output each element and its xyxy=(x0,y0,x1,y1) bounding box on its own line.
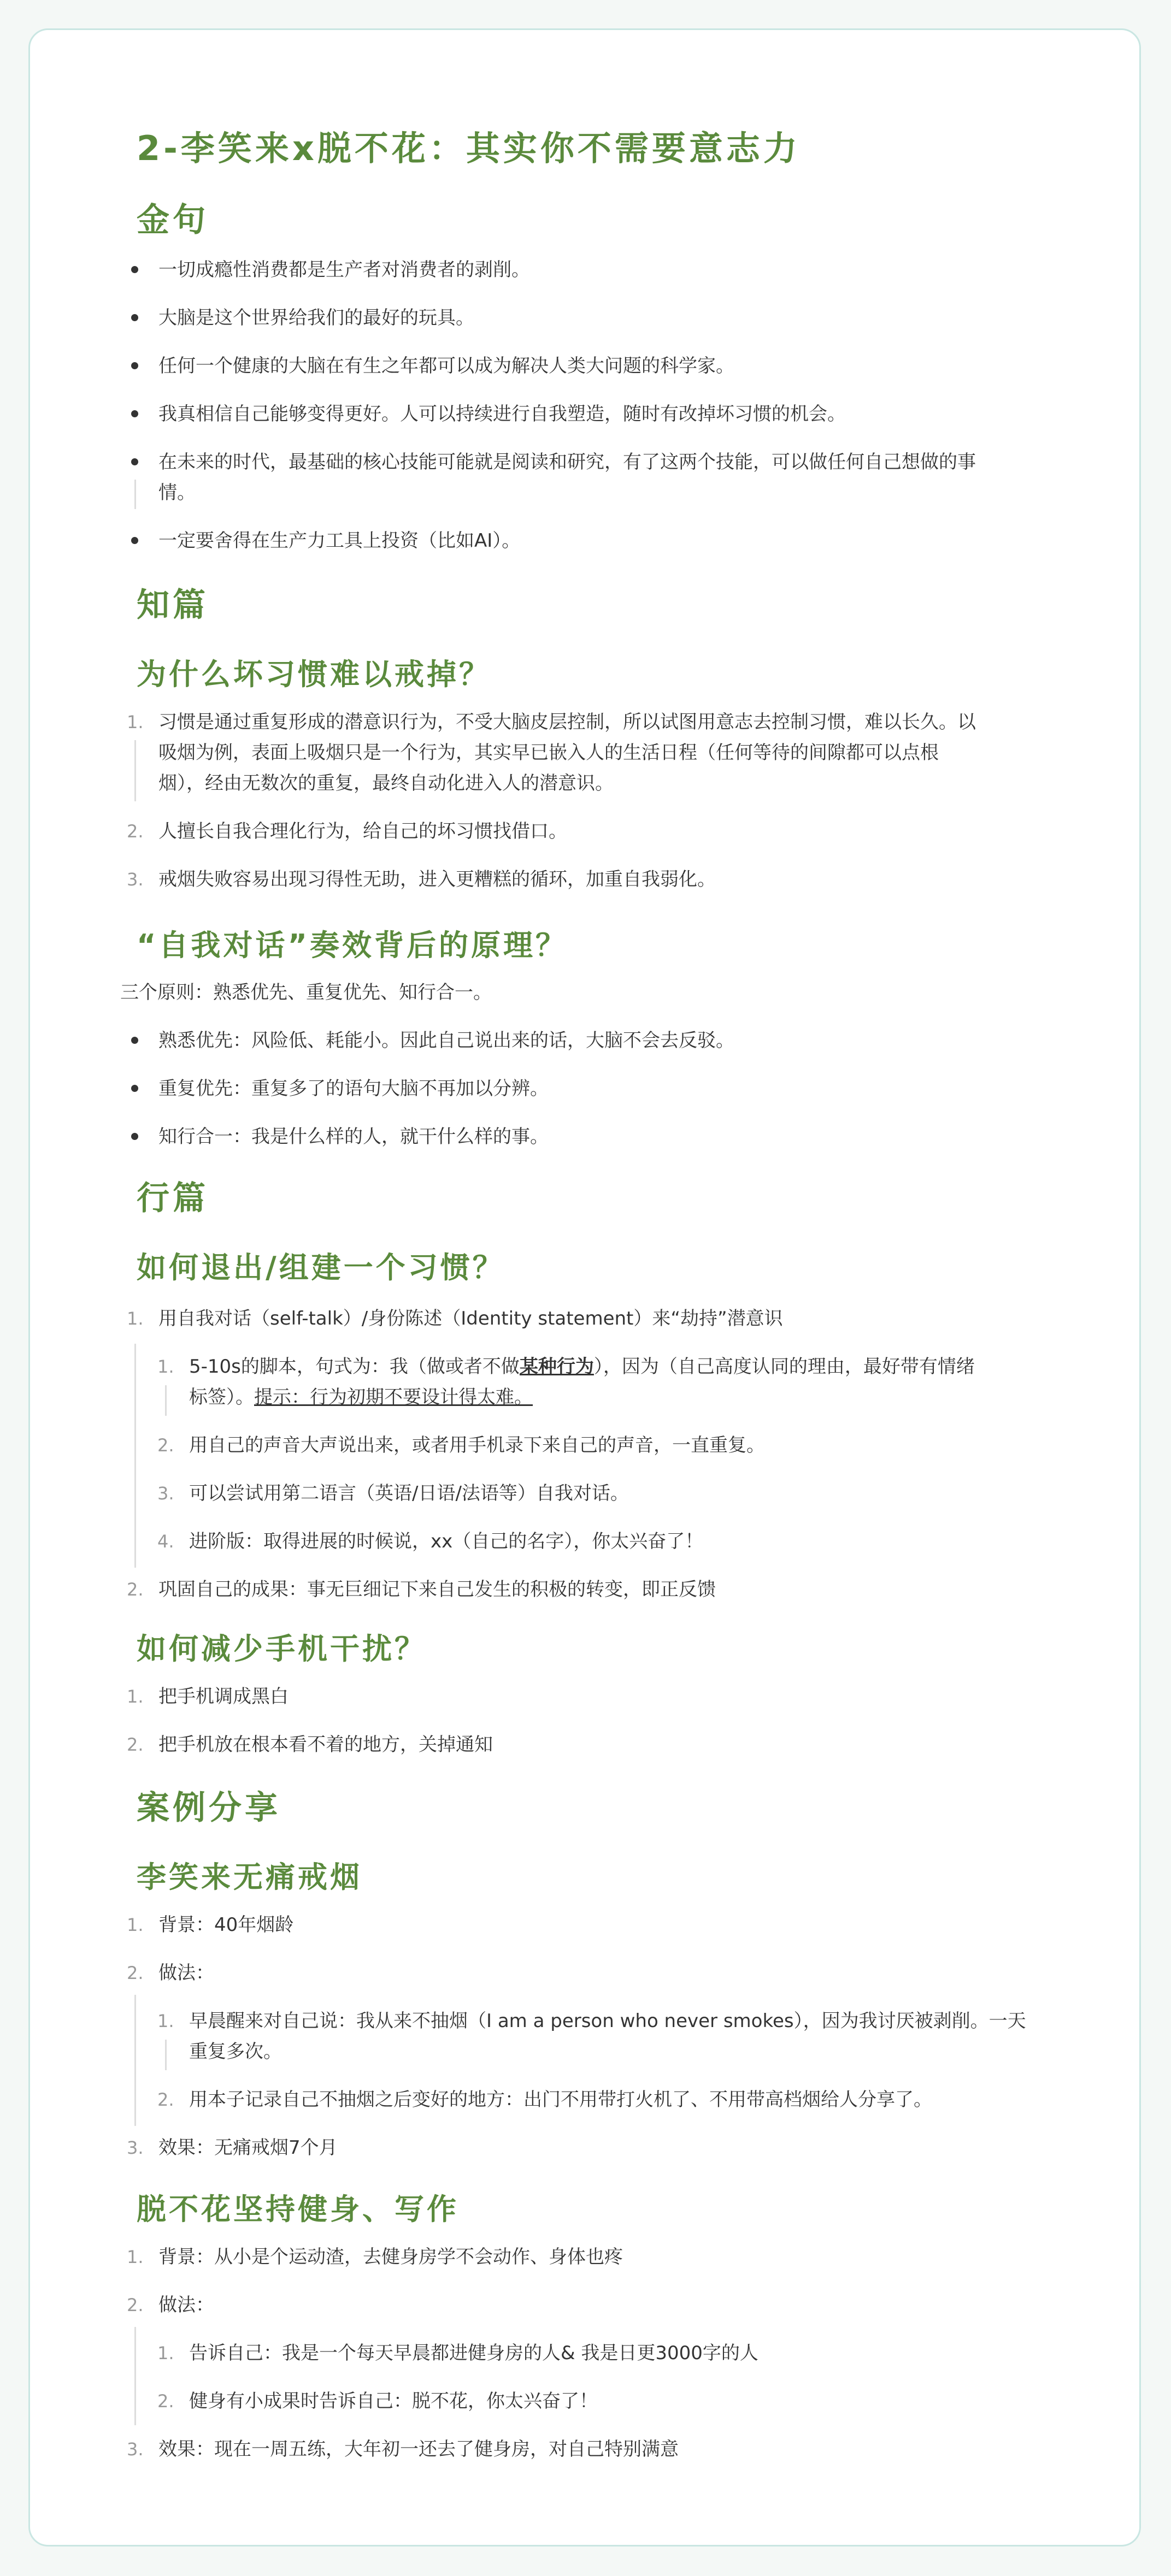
list-item: 任何一个健康的大脑在有生之年都可以成为解决人类大问题的科学家。 xyxy=(158,355,734,377)
list-number: 1. xyxy=(127,1308,144,1329)
list-item: 做法： xyxy=(158,1962,214,1984)
list-number: 2. xyxy=(127,1734,144,1755)
list-number: 2. xyxy=(127,1579,144,1600)
paragraph: 三个原则：熟悉优先、重复优先、知行合一。 xyxy=(120,982,492,1003)
list-item: 用自我对话（self-talk）/身份陈述（Identity statement）来“劫持”潜意识 xyxy=(158,1308,783,1330)
list-item: 重复优先：重复多了的语句大脑不再加以分辨。 xyxy=(158,1078,549,1100)
subsection-heading-why: 为什么坏习惯难以戒掉？ xyxy=(137,657,491,692)
list-item: 效果：无痛戒烟7个月 xyxy=(158,2137,338,2159)
section-heading-cases: 案例分享 xyxy=(137,1789,281,1827)
subsection-heading-selftalk: “自我对话”奏效背后的原理？ xyxy=(137,928,568,962)
list-item: 用本子记录自己不抽烟之后变好的地方：出门不用带打火机了、不用带高档烟给人分享了。 xyxy=(189,2089,932,2111)
list-number: 3. xyxy=(157,1483,174,1504)
subsection-heading-phone: 如何减少手机干扰？ xyxy=(137,1632,427,1666)
list-item-continuation: 标签）。提示：行为初期不要设计得太难。 xyxy=(189,1386,533,1408)
subsection-heading-habit: 如何退出/组建一个习惯？ xyxy=(137,1250,505,1285)
section-heading-zhi: 知篇 xyxy=(137,586,209,624)
section-heading-xing: 行篇 xyxy=(137,1179,209,1218)
list-number: 2. xyxy=(157,2391,174,2412)
list-number: 1. xyxy=(157,2343,174,2364)
list-item: 5-10s的脚本，句式为：我（做或者不做某种行为），因为（自己高度认同的理由，最好带有情绪 xyxy=(189,1356,975,1378)
section-heading-jinju: 金句 xyxy=(137,201,209,239)
bullet xyxy=(131,1037,138,1044)
list-number: 2. xyxy=(157,2089,174,2110)
list-item: 早晨醒来对自己说：我从来不抽烟（I am a person who never smokes），因为我讨厌被剥削。一天 xyxy=(189,2010,1026,2032)
list-number: 1. xyxy=(127,1686,144,1707)
wrap-indicator xyxy=(165,2040,167,2070)
bullet xyxy=(131,410,138,417)
list-item: 巩固自己的成果：事无巨细记下来自己发生的积极的转变，即正反馈 xyxy=(158,1579,716,1600)
bold-term: 某种行为 xyxy=(519,1356,594,1378)
list-item-continuation: 重复多次。 xyxy=(189,2041,282,2063)
list-number: 3. xyxy=(127,2137,144,2158)
bullet xyxy=(131,314,138,321)
list-item: 背景：从小是个运动渣，去健身房学不会动作、身体也疼 xyxy=(158,2246,623,2268)
bullet xyxy=(131,266,138,273)
list-item: 在未来的时代，最基础的核心技能可能就是阅读和研究，有了这两个技能，可以做任何自己想做的事 xyxy=(158,451,976,473)
hint-text: 提示：行为初期不要设计得太难。 xyxy=(254,1386,533,1408)
page-title: 2-李笑来x脱不花：其实你不需要意志力 xyxy=(137,128,801,168)
list-number: 2. xyxy=(157,1435,174,1456)
list-item: 把手机调成黑白 xyxy=(158,1686,289,1708)
list-number: 3. xyxy=(127,869,144,890)
list-item-continuation: 情。 xyxy=(158,482,196,504)
list-number: 3. xyxy=(127,2439,144,2460)
wrap-indicator xyxy=(165,1385,167,1416)
list-item: 进阶版：取得进展的时候说，xx（自己的名字），你太兴奋了！ xyxy=(189,1531,704,1552)
list-item: 大脑是这个世界给我们的最好的玩具。 xyxy=(158,307,474,329)
list-number: 1. xyxy=(127,1915,144,1935)
nested-list-indicator xyxy=(134,2327,136,2425)
bullet xyxy=(131,362,138,369)
wrap-indicator xyxy=(134,480,136,509)
list-number: 1. xyxy=(157,2011,174,2031)
list-number: 2. xyxy=(127,2295,144,2315)
list-item-continuation: 烟），经由无数次的重复，最终自动化进入人的潜意识。 xyxy=(158,772,614,794)
list-item-continuation: 吸烟为例，表面上吸烟只是一个行为，其实早已嵌入人的生活日程（任何等待的间隙都可以点根 xyxy=(158,742,939,764)
bullet xyxy=(131,458,138,465)
list-item: 告诉自己：我是一个每天早晨都进健身房的人& 我是日更3000字的人 xyxy=(189,2342,758,2364)
list-item: 可以尝试用第二语言（英语/日语/法语等）自我对话。 xyxy=(189,1482,629,1504)
list-number: 1. xyxy=(127,712,144,732)
list-item: 健身有小成果时告诉自己：脱不花，你太兴奋了！ xyxy=(189,2390,598,2412)
list-item: 戒烟失败容易出现习得性无助，进入更糟糕的循环，加重自我弱化。 xyxy=(158,868,716,890)
list-item: 知行合一：我是什么样的人，就干什么样的事。 xyxy=(158,1126,549,1148)
nested-list-indicator xyxy=(134,1995,136,2126)
subsection-heading-li: 李笑来无痛戒烟 xyxy=(137,1860,362,1894)
list-item: 一定要舍得在生产力工具上投资（比如AI）。 xyxy=(158,530,521,552)
wrap-indicator xyxy=(134,740,136,801)
list-item: 熟悉优先：风险低、耗能小。因此自己说出来的话，大脑不会去反驳。 xyxy=(158,1030,734,1051)
bullet xyxy=(131,1133,138,1140)
list-item: 效果：现在一周五练，大年初一还去了健身房，对自己特别满意 xyxy=(158,2438,679,2460)
nested-list-indicator xyxy=(134,1344,136,1568)
list-item: 一切成瘾性消费都是生产者对消费者的剥削。 xyxy=(158,259,530,281)
list-item: 人擅长自我合理化行为，给自己的坏习惯找借口。 xyxy=(158,820,567,842)
list-item: 我真相信自己能够变得更好。人可以持续进行自我塑造，随时有改掉坏习惯的机会。 xyxy=(158,403,846,425)
list-item: 做法： xyxy=(158,2294,214,2316)
list-number: 1. xyxy=(127,2247,144,2267)
list-number: 2. xyxy=(127,1963,144,1983)
list-number: 1. xyxy=(157,1356,174,1377)
bullet xyxy=(131,1085,138,1092)
list-number: 2. xyxy=(127,821,144,842)
list-item: 背景：40年烟龄 xyxy=(158,1914,294,1936)
list-item: 习惯是通过重复形成的潜意识行为，不受大脑皮层控制，所以试图用意志去控制习惯，难以长久。以 xyxy=(158,711,976,733)
list-item: 用自己的声音大声说出来，或者用手机录下来自己的声音，一直重复。 xyxy=(189,1434,765,1456)
list-item: 把手机放在根本看不着的地方，关掉通知 xyxy=(158,1734,493,1756)
bullet xyxy=(131,537,138,544)
list-number: 4. xyxy=(157,1531,174,1552)
subsection-heading-tuo: 脱不花坚持健身、写作 xyxy=(137,2192,459,2226)
